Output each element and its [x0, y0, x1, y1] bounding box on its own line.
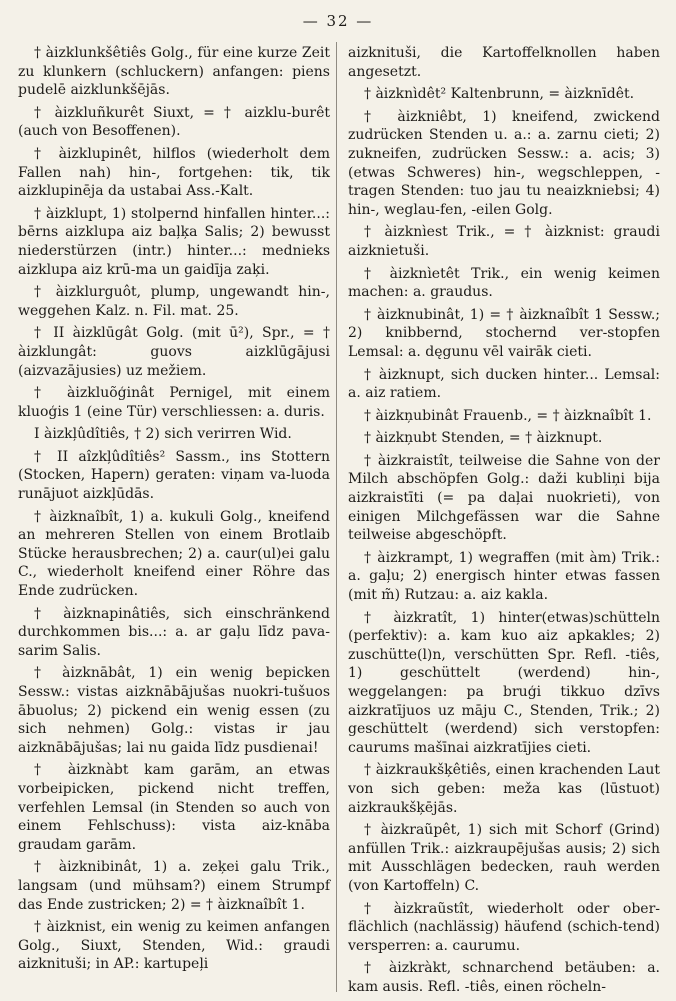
dictionary-entry: † àizknìest Trik., = † àizknist: graudi aizknietuši. [348, 224, 660, 259]
dictionary-entry: † àizknìdêt² Kaltenbrunn, = àizknīdêt. [364, 86, 635, 103]
dictionary-entry: † àizkrampt, 1) wegraffen (mit àm) Trik.: a. gaļu; 2) energisch hinter etwas fassen (mit m̃) Rutzau: a. aiz kakla. [348, 549, 660, 604]
dictionary-entry: † àizkluõģinât Pernigel, mit einem kluoģis 1 (eine Tür) verschliessen: a. duris. [18, 385, 330, 420]
dictionary-entry: † àizknibinât, 1) a. zeķei galu Trik., langsam (und mühsam?) einem Strumpf das Ende zustricken; 2) = † àizknaîbît 1. [18, 859, 330, 913]
dictionary-entry: † àizkraũpêt, 1) sich mit Schorf (Grind) anfüllen Trik.: aizkraupējušas ausis; 2) sich mit Ausschlägen bedecken, rauh werden (von Kartoffeln) C. [348, 822, 660, 894]
dictionary-entry: † àizkràkt, schnarchend betäuben: a. kam ausis. Refl. -tiês, einen röcheln- [348, 960, 660, 995]
dictionary-entry: I àizkļûdîtiês, † 2) sich verirren Wid. [34, 426, 292, 443]
dictionary-entry: † àizkluñkurêt Siuxt, = † aizklu-burêt (auch von Besoffenen). [18, 104, 330, 140]
dictionary-entry: † àizknist, ein wenig zu keimen anfangen Golg., Siuxt, Stenden, Wid.: graudi aizknituši; in AP.: kartupeļi [18, 919, 330, 973]
left-column [18, 44, 330, 978]
dictionary-entry: † àizkniêbt, 1) kneifend, zwickend zudrücken Stenden u. a.: a. zarnu cieti; 2) zukneifen, zudrücken Sessw.: a. acis; 3) (etwas Schweres) hin-, wegschleppen, -tragen Stenden: tuo jau tu neaizkniebsi; 4) hin-, weglau-fen, -eilen Golg. [348, 108, 660, 218]
dictionary-entry: † II àizklūgât Golg. (mit ū²), Spr., = † àizklungât: guovs aizklūgājusi (aizvazājusies) uz mežiem. [18, 325, 330, 379]
dictionary-entry: † àizklunkšêtiês Golg., für eine kurze Zeit zu klunkern (schluckern) anfangen: piens pudelē aizklunkšējās. [18, 45, 330, 99]
dictionary-entry: † àizkraũstît, wiederholt oder ober-flächlich (nachlässig) häufend (schich-tend) versperren: a. caurumu. [348, 900, 660, 954]
dictionary-entry: † àizknaîbît, 1) a. kukuli Golg., kneifend an mehreren Stellen von einem Brotlaib Stücke herausbrechen; 2) a. caur(ul)ei galu C., wiederholt kneifend einer Röhre das Ende zudrücken. [18, 508, 330, 600]
dictionary-entry: † II aîzkļûdîtiês² Sassm., ins Stottern (Stocken, Hapern) geraten: viņam va-luoda runājuot aizkļūdās. [18, 448, 330, 503]
right-column [348, 44, 660, 1001]
dictionary-entry: † àizknàbt kam garām, an etwas vorbeipicken, pickend nicht treffen, verfehlen Lemsal (in Stenden so auch von einem Fehlschuss): vista aiz-knāba graudam garām. [18, 762, 330, 853]
dictionary-entry: † àizkraukšķêtiês, einen krachenden Laut von sich geben: meža kas (lūstuot) aizkraukšķējās. [348, 762, 660, 816]
dictionary-entry: † àizklupinêt, hilflos (wiederholt dem Fallen nah) hin-, fortgehen: tik, tik aizklupinēja da ustabai Ass.-Kalt. [18, 145, 330, 200]
dictionary-entry: † àizkņubt Stenden, = † àizknupt. [364, 430, 603, 447]
dictionary-entry: † àizklurguôt, plump, ungewandt hin-, weggehen Kalz. n. Fil. mat. 25. [18, 284, 330, 319]
dictionary-entry: † àizkraistît, teilweise die Sahne von der Milch abschöpfen Golg.: daži kubliņi bija aizkraistīti (= pa daļai nuokrieti), von einigen Milchgefässen war die Sahne teilweise abgeschöpft. [348, 452, 660, 544]
page-number: — 32 — [302, 12, 374, 30]
dictionary-entry: † àizkņubinât Frauenb., = † àizknaîbît 1. [364, 407, 652, 424]
dictionary-entry: † àizklupt, 1) stolpernd hinfallen hinter...: bērns aizklupa aiz baļķa Salis; 2) bewusst niederstürzen (intr.) hinter...: mednieks aizklupa aiz krū-ma un gaidīja zaķi. [18, 205, 330, 278]
column-divider [336, 42, 337, 992]
dictionary-entry: † àizknābât, 1) ein wenig bepicken Sessw.: vistas aizknābājušas nuokri-tušuos ābuolus; 2) pickend ein wenig essen (zu sich nehmen) Golg.: vistas ir jau aizknābājušas; lai nu gaida līdz pusdienai! [18, 665, 330, 756]
dictionary-entry: † àizknapinâtiês, sich einschränkend durchkommen bis...: a. ar gaļu līdz pava-sarim Salis. [18, 605, 330, 659]
dictionary-entry: † àizknìetêt Trik., ein wenig keimen machen: a. graudus. [348, 265, 660, 301]
dictionary-entry: † àizkratît, 1) hinter(etwas)schütteln (perfektiv): a. kam kuo aiz apkakles; 2) zuschütte(l)n, verschütten Spr. Refl. -tiês, 1) geschüttelt (werdend) hin-, weggelangen: pa bruģi tikkuo dzīvs aizkratījuos uz māju C., Stenden, Trik.; 2) geschüttelt (werdend) sich verstopfen: caurums mašīnai aizkratījies cieti. [348, 609, 660, 756]
dictionary-entry: aizknituši, die Kartoffelknollen haben angesetzt. [348, 45, 660, 80]
dictionary-entry: † àizknupt, sich ducken hinter... Lemsal: a. aiz ratiem. [348, 366, 660, 402]
dictionary-entry: † àizknubinât, 1) = † àizknaîbît 1 Sessw.; 2) knibbernd, stochernd ver-stopfen Lemsal: a. dęgunu vēl vairāk cieti. [348, 306, 660, 360]
